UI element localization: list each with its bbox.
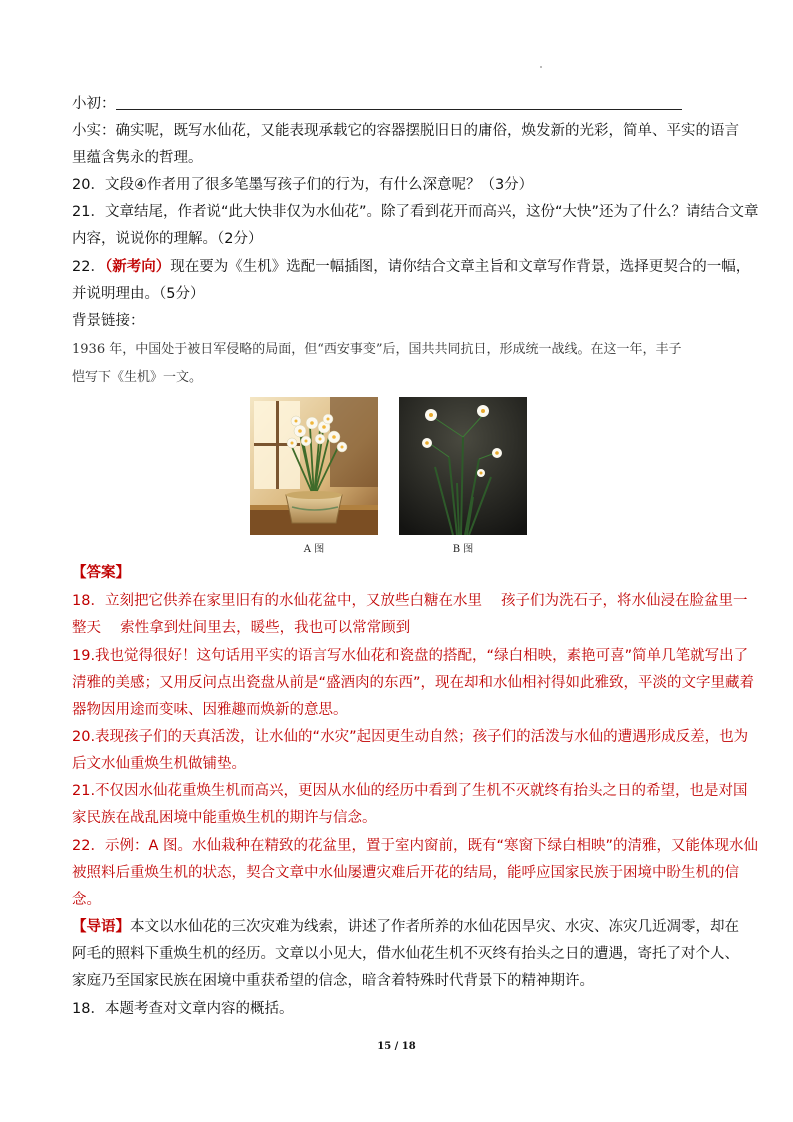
question-22-text: 现在要为《生机》选配一幅插图，请你结合文章主旨和文章写作背景，选择更契合的一幅， [170,259,751,275]
question-22-line-2: 并说明理由。（5分） [72,286,205,302]
answer-20-line-2: 后文水仙重焕生机做铺垫。 [72,756,246,772]
question-21-line-1: 21．文章结尾，作者说“此大快非仅为水仙花”。除了看到花开而高兴，这份“大快”还为了什么？请结合文章 [72,204,759,220]
answer-19-line-2: 清雅的美感；又用反问点出瓷盘从前是“盛酒肉的东西”，现在却和水仙相衬得如此雅致，平淡的文字里藏着 [72,675,755,691]
new-trend-tag: （新考向） [104,259,171,275]
background-text-2: 恺写下《生机》一文。 [72,370,203,385]
analysis-18: 18．本题考查对文章内容的概括。 [72,1001,294,1017]
page-number: 15 / 18 [377,1041,416,1052]
figure-b-image [399,397,527,535]
answer-20-line-1: 20.表现孩子们的天真活泼，让水仙的“水灾”起因更生动自然；孩子们的活泼与水仙的遭遇形成反差，也为 [72,729,749,745]
answer-21-line-2: 家民族在战乱困境中能重焕生机的期许与信念。 [72,810,377,826]
question-22-line-1 [72,257,750,277]
answer-18-line-2: 整天 索性拿到灶间里去，暖些，我也可以常常顾到 [72,620,411,636]
guide-line-1 [72,917,739,937]
answer-19-line-3: 器物因用途而变味、因雅趣而焕新的意思。 [72,702,348,718]
speck [540,66,542,68]
dialogue-xiaoshi-1: 小实：确实呢，既写水仙花，又能表现承载它的容器摆脱旧日的庸俗，焕发新的光彩，简单、平实的语言 [72,123,739,139]
answer-18-line-1: 18．立刻把它供养在家里旧有的水仙花盆中，又放些白糖在水里 孩子们为洗石子，将水仙浸在脸盆里一 [72,593,748,609]
question-22-number: 22． [72,259,105,275]
guide-text: 本文以水仙花的三次灾难为线索，讲述了作者所养的水仙花因旱灾、水灾、冻灾几近凋零，却在 [130,919,739,935]
answer-22-line-3: 念。 [72,892,101,908]
answer-heading: 【答案】 [72,565,130,581]
answer-22-line-2: 被照料后重焕生机的状态，契合文章中水仙屡遭灾难后开花的结局，能呼应国家民族于困境中盼生机的信 [72,865,739,881]
dialogue-xiaochu [72,94,682,114]
answer-blank [116,94,682,110]
guide-tag: 【导语】 [72,919,130,935]
background-link-heading: 背景链接： [72,313,145,329]
answer-21-line-1: 21.不仅因水仙花重焕生机而高兴，更因从水仙的经历中看到了生机不灭就终有抬头之日的希望，也是对国 [72,783,748,799]
figure-b-caption: B 图 [452,544,474,555]
question-20: 20．文段④作者用了很多笔墨写孩子们的行为，有什么深意呢？（3分） [72,177,534,193]
figure-a-image [250,397,378,535]
answer-19-line-1: 19.我也觉得很好！这句话用平实的语言写水仙花和瓷盘的搭配，“绿白相映，素艳可喜”简单几笔就写出了 [72,648,749,664]
figure-a-caption: A 图 [303,544,325,555]
dialogue-xiaochu-label: 小初： [72,96,116,112]
guide-line-3: 家庭乃至国家民族在困境中重获希望的信念，暗含着特殊时代背景下的精神期许。 [72,973,594,989]
answer-22-line-1: 22．示例：A 图。水仙栽种在精致的花盆里，置于室内窗前，既有“寒窗下绿白相映”的清雅，又能体现水仙 [72,838,758,854]
dialogue-xiaoshi-2: 里蕴含隽永的哲理。 [72,150,203,166]
question-21-line-2: 内容，说说你的理解。（2分） [72,231,263,247]
background-text-1: 1936 年，中国处于被日军侵略的局面，但“西安事变”后，国共共同抗日，形成统一战线。在这一年，丰子 [72,342,682,357]
guide-line-2: 阿毛的照料下重焕生机的经历。文章以小见大，借水仙花生机不灭终有抬头之日的遭遇，寄托了对个人、 [72,946,739,962]
